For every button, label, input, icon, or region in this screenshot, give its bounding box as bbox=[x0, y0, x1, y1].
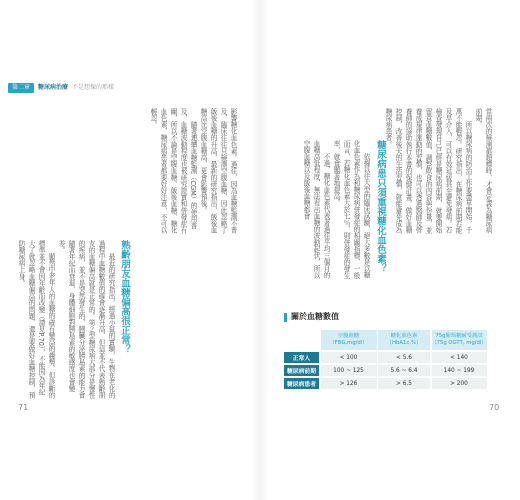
table-cell: < 140 bbox=[432, 352, 487, 363]
header-unit: （FBG,mg/dl） bbox=[329, 340, 368, 346]
chapter-subtitle: 不是想像的那樣 bbox=[72, 84, 115, 91]
header-unit: （75g OGTT, mg/dl） bbox=[431, 340, 487, 346]
table-header-ogtt bbox=[432, 330, 487, 350]
table-cell: 5.6 ~ 6.4 bbox=[378, 365, 430, 376]
chapter-label: 第二章 bbox=[8, 83, 34, 93]
paragraph: 影響糖化血色素。過往，因為血糖監測不普及，臨床往往只檢測空腹血糖，因此忽略了飯後血糖的升高，最新的研究指出，飯後血糖高比空腹血糖高，更會影響預後。 bbox=[199, 108, 237, 234]
chapter-title: 糖尿病治療 bbox=[38, 84, 69, 91]
paragraph: 最近的研究指出，經過小鼠的實驗，生物在老化的過程中血糖數值的確會逐漸升高，但這並不代表熟齡朋友的血糖偏高就是正常的。第２型糖尿病大部分是慢性的疾病，並不是突然發生的，胰臟分泌胰島素的能力會隨著年紀而衰退，身體細胞對胰島素的敏感度也會變差。 bbox=[57, 240, 115, 399]
paragraph: 依據以往大型的臨床試驗，絕大多數是以糖化血色素作為和糖尿病併發症的相關指標，一般而言，若糖化血色素大於七％，則併發症的發生率，就會顯著地提高。 bbox=[332, 140, 370, 279]
section-heading-hba1c: 糖尿病患只須重視糖化血色素？ bbox=[375, 140, 386, 273]
row-label: 正常人 bbox=[284, 352, 319, 363]
table-cell: > 200 bbox=[432, 378, 487, 389]
table-cell: 100 ~ 125 bbox=[321, 365, 377, 376]
right-middle-text-block bbox=[289, 140, 371, 280]
right-top-text-block bbox=[384, 108, 493, 234]
table-title bbox=[284, 312, 339, 322]
page-number-left: 71 bbox=[18, 403, 29, 412]
table-cell: > 6.5 bbox=[378, 378, 430, 389]
running-head bbox=[8, 83, 114, 93]
header-name: 空腹血糖 bbox=[337, 333, 360, 339]
table-header-fbg bbox=[321, 330, 377, 350]
header-unit: （HbA1c,%） bbox=[386, 340, 422, 346]
book-gutter bbox=[250, 0, 270, 500]
header-name: 糖化血色素 bbox=[390, 333, 418, 339]
left-bottom-text-block bbox=[17, 240, 116, 400]
left-top-text-block bbox=[140, 108, 238, 234]
section-heading-elderly-blood-sugar: 熟齡朋友血糖偏高很正常？ bbox=[119, 240, 130, 354]
paragraph: 顯然中老年人的血糖的確有變高的趨勢，但診斷的標準並不會因年齡而改變（請見P.70），不能因為年紀大了就忽略血糖偏高的問題，還是要做好血糖控制，預防糖尿病上身。 bbox=[17, 240, 55, 399]
header-name: 75g葡萄糖耐受測試 bbox=[435, 333, 483, 339]
table-cell: > 126 bbox=[321, 378, 377, 389]
table-corner-cell bbox=[284, 330, 319, 350]
table-cell: < 100 bbox=[321, 352, 377, 363]
table-cell: 140 ~ 199 bbox=[432, 365, 487, 376]
paragraph: 當兩次的檢測都超標時，才會定義為糖尿病前期。 bbox=[474, 108, 492, 234]
paragraph: 隨著連續血糖監測（CGM）的使用普及，血糖波動程度也被研究證實和併發症有關，所以不論是空腹血糖、飯後血糖、糖化血色素，糖尿病患者都要好好注意，不可以輕忽。 bbox=[149, 108, 197, 234]
title-accent-bar bbox=[284, 313, 287, 322]
page-number-right: 70 bbox=[489, 403, 500, 412]
table-title-text: 關於血糖數值 bbox=[291, 312, 339, 321]
paragraph: 不過，糖化血色素代表著過往平均三個月的血糖高低程度，無法看出血糖的波動起伏，所以空腹血糖以及飯後血糖都會 bbox=[302, 140, 330, 279]
table-cell: < 5.6 bbox=[378, 352, 430, 363]
paragraph: 所以糖尿病的防治工作要盡早開始，千萬不能輕忽。研究指出，在糖尿病前期若能及早介入，可以有效延緩甚至避免發病。若檢查發現自己已經是糖尿病前期，就要開始留意血糖數值，調整飲食的內容與份量，並養成規律運動的習慣，也可以透過醫師及營養師的協助執行本書的保健計畫，做好血糖控制，改善後天的生活習慣，就能避免成為糖尿病患者。 bbox=[384, 108, 472, 234]
row-label: 糖尿病前期 bbox=[284, 365, 319, 376]
row-label: 糖尿病患者 bbox=[284, 378, 319, 389]
blood-sugar-table bbox=[284, 330, 487, 389]
table-header-hba1c bbox=[378, 330, 430, 350]
